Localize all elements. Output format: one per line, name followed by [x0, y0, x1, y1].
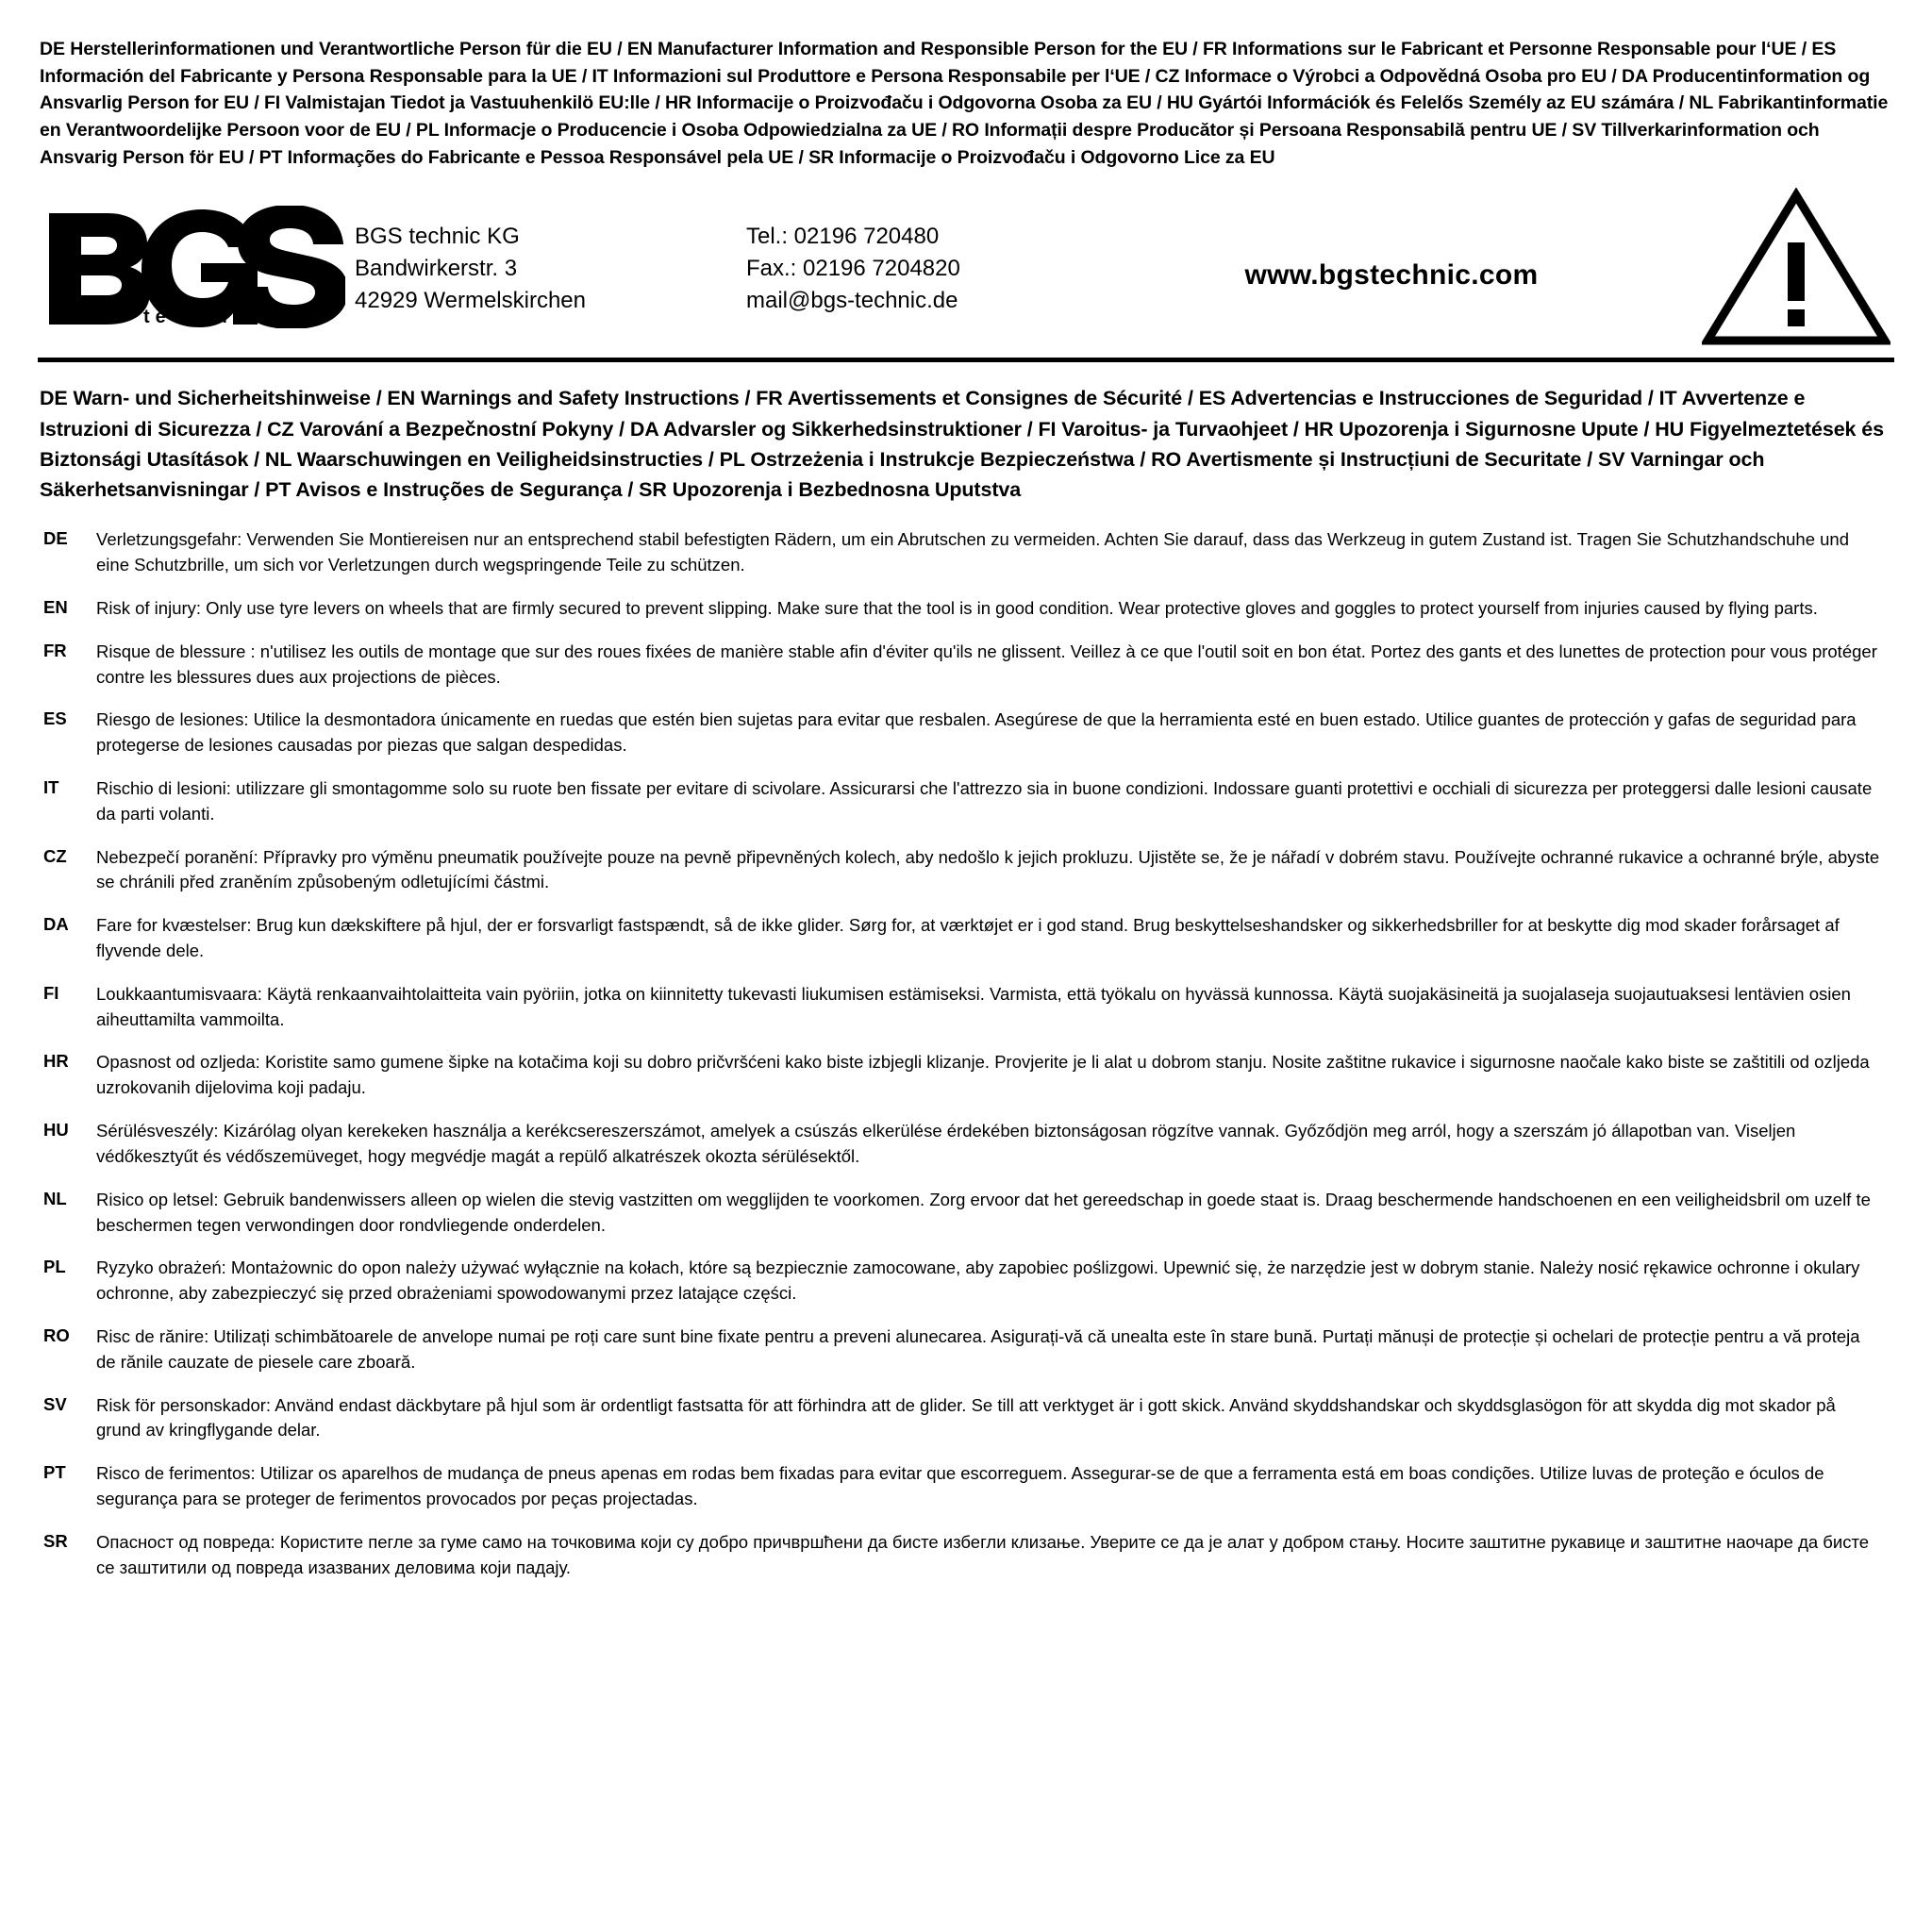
warning-text: Sérülésveszély: Kizárólag olyan kerekeken használja a kerékcsereszerszámot, amelyek a csúszás elkerülése érdekében biztonságosan rögzítve vannak. Győződjön meg arról, hogy a szerszám jó állapotban van. Viseljen védőkesztyűt és védőszemüveget, hogy megvédje magát a repülő alkatrészek okozta sérülésektől.	[96, 1121, 1796, 1166]
warning-row	[38, 708, 1894, 758]
warning-language-code: FR	[43, 640, 67, 660]
warning-text: Loukkaantumisvaara: Käytä renkaanvaihtolaitteita vain pyöriin, jotka on kiinnitetty tukevasti liukumisen estämiseksi. Varmista, että työkalu on hyvässä kunnossa. Käytä suojakäsineitä ja suojalaseja suojautuaksesi lentävien osien aiheuttamilta vammoilta.	[96, 983, 1851, 1029]
warning-row	[38, 1393, 1894, 1444]
svg-text:technic: technic	[143, 307, 250, 328]
company-email: mail@bgs-technic.de	[746, 288, 958, 314]
warning-row	[38, 982, 1894, 1033]
warning-row	[38, 776, 1894, 827]
bgs-logo	[38, 206, 355, 328]
svg-text:®: ®	[296, 206, 315, 233]
warning-row	[38, 1050, 1894, 1101]
warning-text: Opasnost od ozljeda: Koristite samo gumene šipke na kotačima koji su dobro pričvršćeni kako biste izbjegli klizanje. Provjerite je li alat u dobrom stanju. Nosite zaštitne rukavice i sigurnosne naočale kako biste se zaštitili od ozljeda uzrokovanih dijelovima koji padaju.	[96, 1052, 1870, 1098]
warning-language-code: DE	[43, 528, 68, 549]
warning-text: Risque de blessure : n'utilisez les outils de montage que sur des roues fixées de manière stable afin d'éviter qu'ils ne glissent. Veillez à ce que l'outil soit en bon état. Portez des gants et des lunettes de protection pour vous protéger contre les blessures dues aux projections de pièces.	[96, 641, 1877, 687]
warning-language-code: FI	[43, 982, 59, 1003]
warning-text: Risk of injury: Only use tyre levers on wheels that are firmly secured to prevent slipping. Make sure that the tool is in good condition. Wear protective gloves and goggles to protect yourself from injuries caused by flying parts.	[96, 597, 1818, 618]
warning-row	[38, 1188, 1894, 1239]
warning-row	[38, 1256, 1894, 1307]
warning-text: Riesgo de lesiones: Utilice la desmontadora únicamente en ruedas que estén bien sujetas para evitar que resbalen. Asegúrese de que la herramienta esté en buen estado. Utilice guantes de protección y gafas de seguridad para protegerse de lesiones causadas por piezas que salgan despedidas.	[96, 709, 1857, 756]
company-fax: Fax.: 02196 7204820	[746, 256, 960, 282]
warning-language-code: RO	[43, 1324, 70, 1345]
warning-language-code: PL	[43, 1257, 66, 1277]
warning-text: Risk för personskador: Använd endast däckbytare på hjul som är ordentligt fastsatta för att förhindra att de glider. Se till att verktyget är i gott skick. Använd skyddshandskar och skyddsglasögon för att skydda dig mot skador på grund av kringflygande delar.	[96, 1394, 1836, 1441]
warning-text: Rischio di lesioni: utilizzare gli smontagomme solo su ruote ben fissate per evitare di scivolare. Assicurarsi che l'attrezzo sia in buone condizioni. Indossare guanti protettivi e occhiali di sicurezza per proteggersi dalle lesioni causate da parti volanti.	[96, 777, 1873, 824]
warning-language-code: ES	[43, 708, 67, 729]
warning-text: Опасност од повреда: Користите пегле за гуме само на точковима који су добро причвршћени да бисте избегли клизање. Уверите се да је алат у добром стању. Носите заштитне рукавице и заштитне наочаре да бисте се заштитили од повреда изазваних деловима који падају.	[96, 1531, 1870, 1577]
warning-language-code: NL	[43, 1188, 67, 1208]
warning-language-code: HR	[43, 1051, 69, 1072]
company-address	[355, 217, 746, 317]
company-website: www.bgstechnic.com	[1244, 259, 1539, 291]
warning-row	[38, 1461, 1894, 1512]
warning-language-code: SR	[43, 1530, 68, 1551]
warning-row	[38, 913, 1894, 964]
warning-row	[38, 1119, 1894, 1170]
company-tel: Tel.: 02196 720480	[746, 224, 940, 250]
company-street: Bandwirkerstr. 3	[355, 256, 518, 282]
warning-text: Fare for kvæstelser: Brug kun dækskiftere på hjul, der er forsvarligt fastspændt, så de ikke glider. Sørg for, at værktøjet er i god stand. Brug beskyttelseshandsker og sikkerhedsbriller for at beskytte dig mod skader forårsaget af flyvende dele.	[96, 915, 1840, 961]
warning-row	[38, 1324, 1894, 1375]
warning-language-code: DA	[43, 914, 69, 935]
warnings-section-heading: DE Warn- und Sicherheitshinweise / EN Warnings and Safety Instructions / FR Avertissements et Consignes de Sécurité / ES Advertencias e Instrucciones de Seguridad / IT Avvertenze e Istruzioni di Sicurezza / CZ Varování a Bezpečnostní Pokyny / DA Advarsler og Sikkerhedsinstruktioner / FI Varoitus- ja Turvaohjeet / HR Upozorenja i Sigurnosne Upute / HU Figyelmeztetések és Biztonsági Utasítások / NL Waarschuwingen en Veiligheidsinstructies / PL Ostrzeżenia i Instrukcje Bezpieczeństwa / RO Avertismente și Instrucțiuni de Securitate / SV Varningar och Säkerhetsanvisningar / PT Avisos e Instruções de Segurança / SR Upozorenja i Bezbednosna Uputstva	[40, 387, 1885, 502]
company-contact	[746, 217, 1095, 317]
warning-triangle-icon	[1688, 188, 1894, 346]
warning-row	[38, 527, 1894, 578]
warning-row	[38, 1530, 1894, 1581]
warning-text: Nebezpečí poranění: Přípravky pro výměnu pneumatik používejte pouze na pevně připevněných kolech, aby nedošlo k jejich prokluzu. Ujistěte se, že je nářadí v dobrém stavu. Používejte ochranné rukavice a ochranné brýle, abyste se chránili před zraněním způsobeným odletujícími částmi.	[96, 846, 1880, 892]
company-name: BGS technic KG	[355, 224, 520, 250]
warning-text: Risc de rănire: Utilizați schimbătoarele de anvelope numai pe roți care sunt bine fixate pentru a preveni alunecarea. Asigurați-vă că unealta este în stare bună. Purtați mănuși de protecție și ochelari de protecție pentru a vă proteja de rănile cauzate de piesele care zboară.	[96, 1325, 1860, 1372]
company-header-bar	[38, 188, 1894, 362]
warning-row	[38, 640, 1894, 691]
warning-language-code: SV	[43, 1393, 67, 1414]
warning-text: Risco de ferimentos: Utilizar os aparelhos de mudança de pneus apenas em rodas bem fixadas para evitar que escorreguem. Assegurar-se de que a ferramenta está em boas condições. Utilize luvas de proteção e óculos de segurança para se proteger de ferimentos provocados por peças projectadas.	[96, 1463, 1824, 1509]
warning-language-code: IT	[43, 776, 59, 797]
warning-language-code: EN	[43, 596, 68, 617]
warning-text: Verletzungsgefahr: Verwenden Sie Montiereisen nur an entsprechend stabil befestigten Rädern, um ein Abrutschen zu vermeiden. Achten Sie darauf, dass das Werkzeug in gutem Zustand ist. Tragen Sie Schutzhandschuhe und eine Schutzbrille, um sich vor Verletzungen durch wegspringende Teile zu schützen.	[96, 529, 1849, 575]
company-city: 42929 Wermelskirchen	[355, 288, 587, 314]
warning-language-code: HU	[43, 1120, 69, 1141]
manufacturer-info-heading: DE Herstellerinformationen und Verantwortliche Person für die EU / EN Manufacturer Information and Responsible Person for the EU / FR Informations sur le Fabricant et Personne Responsable pour l‘UE / ES Información del Fabricante y Persona Responsable para la UE / IT Informazioni sul Produttore e Persona Responsabile per l‘UE / CZ Informace o Výrobci a Odpovědná Osoba pro EU / DA Producentinformation og Ansvarlig Person for EU / FI Valmistajan Tiedot ja Vastuuhenkilö EU:lle / HR Informacije o Proizvođaču i Odgovorna Osoba za EU / HU Gyártói Információk és Felelős Személy az EU számára / NL Fabrikantinformatie en Verantwoordelijke Persoon voor de EU / PL Informacje o Producencie i Osoba Odpowiedzialna za UE / RO Informații despre Producător și Persoana Responsabilă pentru UE / SV Tillverkarinformation och Ansvarig Person för EU / PT Informações do Fabricante e Pessoa Responsável pela UE / SR Informacije o Proizvođaču i Odgovorno Lice za EU	[40, 39, 1889, 168]
warning-language-code: PT	[43, 1462, 66, 1483]
warning-row	[38, 845, 1894, 896]
warning-text: Risico op letsel: Gebruik bandenwissers alleen op wielen die stevig vastzitten om wegglijden te voorkomen. Zorg ervoor dat het gereedschap in goede staat is. Draag beschermende handschoenen en een veiligheidsbril om uzelf te beschermen tegen verwondingen door rondvliegende onderdelen.	[96, 1189, 1871, 1235]
warnings-list	[38, 527, 1894, 1580]
warning-text: Ryzyko obrażeń: Montażownic do opon należy używać wyłącznie na kołach, które są bezpiecznie zamocowane, aby zapobiec poślizgowi. Upewnić się, że narzędzie jest w dobrym stanie. Należy nosić rękawice ochronne i okulary ochronne, aby zabezpieczyć się przed obrażeniami spowodowanymi przez latające części.	[96, 1257, 1860, 1304]
warning-row	[38, 596, 1894, 622]
warning-language-code: CZ	[43, 845, 67, 866]
